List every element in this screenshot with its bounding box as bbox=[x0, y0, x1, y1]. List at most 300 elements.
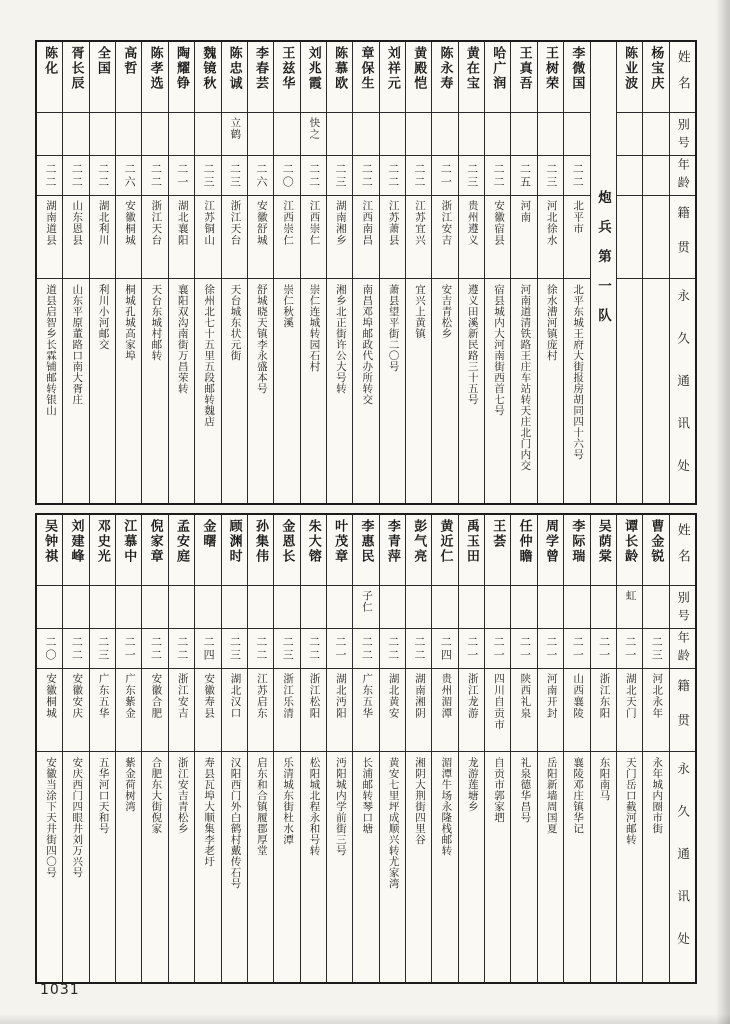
person-column bbox=[247, 42, 273, 503]
person-address: 沔阳城内学前街三号 bbox=[334, 757, 346, 856]
person-column bbox=[115, 42, 141, 503]
person-address: 萧县望平街二〇号 bbox=[387, 284, 399, 372]
person-column bbox=[37, 515, 62, 982]
person-age: 二二 bbox=[406, 156, 431, 196]
person-age: 二二 bbox=[63, 156, 88, 196]
person-age: 二二 bbox=[37, 156, 62, 196]
person-age: 二五 bbox=[511, 156, 536, 196]
person-column bbox=[89, 515, 115, 982]
person-age: 二〇 bbox=[274, 156, 299, 196]
person-name: 高哲 bbox=[116, 42, 141, 113]
person-column bbox=[379, 515, 405, 982]
person-alias bbox=[617, 113, 642, 156]
person-address: 遵义田溪新民路三十五号 bbox=[466, 284, 478, 405]
person-alias bbox=[564, 586, 589, 629]
person-column bbox=[194, 42, 220, 503]
person-column bbox=[484, 515, 510, 982]
person-age: 二三 bbox=[274, 629, 299, 669]
person-alias bbox=[406, 113, 431, 156]
person-native-place: 山西襄陵 bbox=[564, 669, 589, 752]
person-column bbox=[326, 42, 352, 503]
person-age: 二二 bbox=[353, 629, 378, 669]
person-alias bbox=[169, 113, 194, 156]
person-column bbox=[563, 42, 589, 503]
person-native-place: 湖北汉口 bbox=[222, 669, 247, 752]
person-age: 二四 bbox=[195, 629, 220, 669]
person-address: 宜兴上黄镇 bbox=[413, 284, 425, 339]
person-age: 二三 bbox=[459, 156, 484, 196]
person-age: 二二 bbox=[90, 156, 115, 196]
person-age: 二一 bbox=[511, 629, 536, 669]
unit-column bbox=[590, 42, 616, 503]
person-alias bbox=[169, 586, 194, 629]
person-age: 二三 bbox=[643, 629, 668, 669]
person-address: 紫金荷树湾 bbox=[124, 757, 136, 812]
person-name: 王兹华 bbox=[274, 42, 299, 113]
person-name: 吴荫棠 bbox=[591, 515, 616, 586]
person-alias bbox=[564, 113, 589, 156]
person-name: 黄近仁 bbox=[432, 515, 457, 586]
person-age bbox=[643, 156, 668, 196]
person-native-place: 湖北利川 bbox=[90, 196, 115, 279]
person-column bbox=[221, 515, 247, 982]
person-alias bbox=[485, 113, 510, 156]
person-alias bbox=[116, 586, 141, 629]
person-native-place: 安徽合肥 bbox=[142, 669, 167, 752]
person-alias: 立鹤 bbox=[222, 113, 247, 156]
person-column bbox=[458, 42, 484, 503]
register-table-bottom bbox=[35, 513, 697, 984]
person-alias bbox=[432, 113, 457, 156]
person-native-place: 湖北黄安 bbox=[380, 669, 405, 752]
person-alias bbox=[63, 586, 88, 629]
person-column bbox=[141, 515, 167, 982]
person-column bbox=[405, 515, 431, 982]
person-address: 黄安七里坪成顺兴转尤家湾 bbox=[387, 757, 399, 889]
person-column bbox=[326, 515, 352, 982]
person-age: 二一 bbox=[116, 629, 141, 669]
person-native-place: 安徽寿县 bbox=[195, 669, 220, 752]
person-age: 二三 bbox=[222, 156, 247, 196]
person-age: 二二 bbox=[248, 629, 273, 669]
person-native-place: 贵州遵义 bbox=[459, 196, 484, 279]
person-column bbox=[141, 42, 167, 503]
person-address: 北平东城王府大街报房胡同四十六号 bbox=[572, 284, 584, 460]
person-name: 曹金锐 bbox=[643, 515, 668, 586]
person-address: 合肥东大街倪家 bbox=[150, 757, 162, 834]
person-column bbox=[62, 515, 88, 982]
person-native-place bbox=[617, 196, 642, 279]
person-address: 寿县瓦埠大顺集李老圩 bbox=[203, 757, 215, 867]
person-age: 二三 bbox=[222, 629, 247, 669]
person-alias: 子仁 bbox=[353, 586, 378, 629]
person-age: 二二 bbox=[142, 629, 167, 669]
person-column bbox=[352, 42, 378, 503]
person-age: 二一 bbox=[538, 629, 563, 669]
person-native-place: 浙江安吉 bbox=[169, 669, 194, 752]
person-address: 乐清城东街杜水潭 bbox=[282, 757, 294, 845]
scan-bottom-shadow bbox=[0, 1014, 730, 1024]
person-name: 刘建峰 bbox=[63, 515, 88, 586]
person-address: 利川小河邮交 bbox=[97, 284, 109, 350]
person-name: 金曙 bbox=[195, 515, 220, 586]
person-column bbox=[300, 515, 326, 982]
person-native-place: 河北永年 bbox=[643, 669, 668, 752]
person-alias bbox=[37, 113, 62, 156]
person-alias bbox=[274, 586, 299, 629]
person-native-place: 安徽桐城 bbox=[37, 669, 62, 752]
person-age: 二二 bbox=[564, 156, 589, 196]
person-alias bbox=[63, 113, 88, 156]
person-name: 胥长辰 bbox=[63, 42, 88, 113]
person-address: 安徽当涂下天井街四〇号 bbox=[44, 757, 56, 878]
header-alias-label: 别号 bbox=[670, 586, 695, 629]
person-native-place: 浙江天台 bbox=[142, 196, 167, 279]
person-column bbox=[537, 515, 563, 982]
person-column bbox=[510, 515, 536, 982]
person-address: 天台东城村邮转 bbox=[150, 284, 162, 361]
person-native-place: 湖南湘乡 bbox=[327, 196, 352, 279]
person-age: 二一 bbox=[591, 629, 616, 669]
person-name: 王真吾 bbox=[511, 42, 536, 113]
person-alias bbox=[459, 586, 484, 629]
person-name: 彭气亮 bbox=[406, 515, 431, 586]
person-alias bbox=[643, 586, 668, 629]
person-column bbox=[37, 42, 62, 503]
person-address: 安吉青松乡 bbox=[440, 284, 452, 339]
person-column bbox=[221, 42, 247, 503]
person-name: 孙集伟 bbox=[248, 515, 273, 586]
person-alias bbox=[380, 586, 405, 629]
person-age: 二六 bbox=[116, 156, 141, 196]
person-alias bbox=[248, 113, 273, 156]
person-name: 黄在宝 bbox=[459, 42, 484, 113]
person-address: 龙游莲塘乡 bbox=[466, 757, 478, 812]
person-alias bbox=[538, 586, 563, 629]
person-native-place: 江苏启东 bbox=[248, 669, 273, 752]
person-age: 二二 bbox=[301, 629, 326, 669]
header-place-label: 籍贯 bbox=[670, 196, 695, 279]
person-name: 陈孝选 bbox=[142, 42, 167, 113]
header-alias-label: 别号 bbox=[670, 113, 695, 156]
person-age: 二二 bbox=[142, 156, 167, 196]
person-native-place: 湖南湘阴 bbox=[406, 669, 431, 752]
person-column bbox=[590, 515, 616, 982]
person-name: 刘兆霞 bbox=[301, 42, 326, 113]
person-age: 二二 bbox=[485, 156, 510, 196]
person-address: 天门岳口截河邮转 bbox=[624, 757, 636, 845]
person-name: 李微国 bbox=[564, 42, 589, 113]
person-column bbox=[89, 42, 115, 503]
person-native-place: 浙江松阳 bbox=[301, 669, 326, 752]
person-native-place: 江苏萧县 bbox=[380, 196, 405, 279]
person-address: 天台城东状元街 bbox=[229, 284, 241, 361]
person-alias bbox=[511, 113, 536, 156]
person-alias bbox=[538, 113, 563, 156]
person-column bbox=[537, 42, 563, 503]
person-address: 汉阳西门外白鹤村戴传石号 bbox=[229, 757, 241, 889]
person-alias bbox=[116, 113, 141, 156]
person-alias bbox=[380, 113, 405, 156]
person-column bbox=[563, 515, 589, 982]
person-alias bbox=[248, 586, 273, 629]
header-name-label: 姓名 bbox=[670, 515, 695, 586]
person-address: 五华河口天和号 bbox=[97, 757, 109, 834]
person-name: 金恩长 bbox=[274, 515, 299, 586]
header-age-label: 年龄 bbox=[670, 629, 695, 669]
person-age: 二二 bbox=[380, 629, 405, 669]
person-age: 二〇 bbox=[37, 629, 62, 669]
person-native-place: 湖北天门 bbox=[617, 669, 642, 752]
person-name: 朱大镕 bbox=[301, 515, 326, 586]
page-number: 1031 bbox=[40, 982, 80, 998]
person-address: 长浦邮转琴口塘 bbox=[361, 757, 373, 834]
person-age: 二三 bbox=[195, 156, 220, 196]
person-age: 二三 bbox=[327, 156, 352, 196]
person-column bbox=[642, 515, 668, 982]
person-address: 道县启智乡长霖铺邮转银山 bbox=[44, 284, 56, 416]
person-address: 崇仁连城转园石村 bbox=[308, 284, 320, 372]
person-native-place: 安徽宿县 bbox=[485, 196, 510, 279]
person-name: 全国 bbox=[90, 42, 115, 113]
header-column bbox=[669, 42, 695, 503]
person-column bbox=[431, 515, 457, 982]
header-column bbox=[669, 515, 695, 982]
person-name: 李青萍 bbox=[380, 515, 405, 586]
person-address: 湘阴大荆街四里谷 bbox=[413, 757, 425, 845]
person-column bbox=[168, 42, 194, 503]
person-column bbox=[300, 42, 326, 503]
person-alias bbox=[274, 113, 299, 156]
person-column bbox=[431, 42, 457, 503]
person-native-place: 河北徐水 bbox=[538, 196, 563, 279]
person-address: 襄陵邓庄镇华记 bbox=[572, 757, 584, 834]
person-age: 二四 bbox=[432, 629, 457, 669]
person-native-place: 贵州湄潭 bbox=[432, 669, 457, 752]
header-place-label: 籍贯 bbox=[670, 669, 695, 752]
person-alias bbox=[485, 586, 510, 629]
person-native-place: 广东五华 bbox=[353, 669, 378, 752]
person-native-place: 湖南道县 bbox=[37, 196, 62, 279]
person-address: 自贡市郭家垇 bbox=[493, 757, 505, 823]
person-native-place: 四川自贡市 bbox=[485, 669, 510, 752]
person-name: 王荟 bbox=[485, 515, 510, 586]
unit-label: 炮兵第一队 bbox=[596, 190, 611, 338]
person-name: 李春芸 bbox=[248, 42, 273, 113]
header-name-label: 姓名 bbox=[670, 42, 695, 113]
person-address: 宿县城内大河南街西首七号 bbox=[493, 284, 505, 416]
person-name: 周学曾 bbox=[538, 515, 563, 586]
person-name: 陈永寿 bbox=[432, 42, 457, 113]
person-age: 二二 bbox=[380, 156, 405, 196]
person-alias bbox=[142, 586, 167, 629]
person-native-place: 浙江安吉 bbox=[432, 196, 457, 279]
person-address: 山东平原董路口南大胥庄 bbox=[71, 284, 83, 405]
person-column bbox=[273, 515, 299, 982]
person-name: 孟安庭 bbox=[169, 515, 194, 586]
person-address: 河南道清铁路王庄车站转天庄北门内交 bbox=[519, 284, 531, 471]
person-alias bbox=[327, 586, 352, 629]
person-name: 陈业波 bbox=[617, 42, 642, 113]
person-address: 徐水漕河镇庞村 bbox=[545, 284, 557, 361]
person-address bbox=[643, 279, 668, 503]
person-alias bbox=[643, 113, 668, 156]
person-name: 刘祥元 bbox=[380, 42, 405, 113]
person-alias bbox=[511, 586, 536, 629]
person-column bbox=[194, 515, 220, 982]
person-column bbox=[484, 42, 510, 503]
person-address: 湘乡北正街许公大号转 bbox=[334, 284, 346, 394]
person-name: 禹玉田 bbox=[459, 515, 484, 586]
person-age: 二一 bbox=[485, 629, 510, 669]
person-native-place: 浙江东阳 bbox=[591, 669, 616, 752]
person-name: 魏镜秋 bbox=[195, 42, 220, 113]
person-age: 二一 bbox=[169, 156, 194, 196]
person-name: 哈广润 bbox=[485, 42, 510, 113]
person-age: 二二 bbox=[353, 156, 378, 196]
person-native-place: 江西南昌 bbox=[353, 196, 378, 279]
person-native-place: 北平市 bbox=[564, 196, 589, 279]
person-name: 黄殿恺 bbox=[406, 42, 431, 113]
person-address: 永年城内圈市街 bbox=[651, 757, 663, 834]
person-address: 南昌邓埠邮政代办所转交 bbox=[361, 284, 373, 405]
person-name: 倪家章 bbox=[142, 515, 167, 586]
person-address: 襄阳双沟南街万昌荣转 bbox=[176, 284, 188, 394]
person-name: 陈忠诚 bbox=[222, 42, 247, 113]
person-name: 李际瑞 bbox=[564, 515, 589, 586]
person-native-place: 江苏宜兴 bbox=[406, 196, 431, 279]
person-column bbox=[168, 515, 194, 982]
person-column bbox=[405, 42, 431, 503]
person-alias bbox=[591, 586, 616, 629]
person-column bbox=[273, 42, 299, 503]
person-age: 二二 bbox=[406, 629, 431, 669]
person-name: 陈化 bbox=[37, 42, 62, 113]
person-age: 二一 bbox=[617, 629, 642, 669]
person-age: 二一 bbox=[432, 156, 457, 196]
person-alias: 虹 bbox=[617, 586, 642, 629]
person-native-place: 湖北襄阳 bbox=[169, 196, 194, 279]
person-age: 二一 bbox=[459, 629, 484, 669]
person-column bbox=[616, 42, 642, 503]
person-alias bbox=[406, 586, 431, 629]
person-name: 王树荣 bbox=[538, 42, 563, 113]
person-column bbox=[458, 515, 484, 982]
person-column bbox=[352, 515, 378, 982]
person-column bbox=[115, 515, 141, 982]
person-alias bbox=[90, 113, 115, 156]
person-column bbox=[247, 515, 273, 982]
person-address: 浙江安吉青松乡 bbox=[176, 757, 188, 834]
person-name: 江慕中 bbox=[116, 515, 141, 586]
person-name: 邓史光 bbox=[90, 515, 115, 586]
register-table-top bbox=[35, 40, 697, 505]
person-address: 崇仁秋溪 bbox=[282, 284, 294, 328]
person-alias bbox=[195, 113, 220, 156]
person-age: 二一 bbox=[564, 629, 589, 669]
person-name: 叶茂章 bbox=[327, 515, 352, 586]
person-native-place: 江苏铜山 bbox=[195, 196, 220, 279]
person-age: 二三 bbox=[90, 629, 115, 669]
person-name: 任仲瞻 bbox=[511, 515, 536, 586]
person-native-place: 广东五华 bbox=[90, 669, 115, 752]
person-alias bbox=[222, 586, 247, 629]
header-age-label: 年龄 bbox=[670, 156, 695, 196]
person-alias bbox=[459, 113, 484, 156]
person-native-place: 山东恩县 bbox=[63, 196, 88, 279]
person-native-place: 陕西礼泉 bbox=[511, 669, 536, 752]
person-name: 吴钟祺 bbox=[37, 515, 62, 586]
person-native-place: 广东紫金 bbox=[116, 669, 141, 752]
person-age: 二二 bbox=[301, 156, 326, 196]
header-address-label: 永久通讯处 bbox=[675, 289, 690, 502]
person-native-place bbox=[643, 196, 668, 279]
person-name: 陈慕欧 bbox=[327, 42, 352, 113]
person-native-place: 河南 bbox=[511, 196, 536, 279]
person-native-place: 浙江乐清 bbox=[274, 669, 299, 752]
person-address: 舒城晓天镇李永盛本号 bbox=[255, 284, 267, 394]
person-column bbox=[616, 515, 642, 982]
person-alias bbox=[37, 586, 62, 629]
person-address: 桐城孔城高家埠 bbox=[124, 284, 136, 361]
person-alias bbox=[90, 586, 115, 629]
person-name: 章保生 bbox=[353, 42, 378, 113]
person-native-place: 安徽安庆 bbox=[63, 669, 88, 752]
person-alias bbox=[432, 586, 457, 629]
person-native-place: 安徽桐城 bbox=[116, 196, 141, 279]
person-native-place: 浙江天台 bbox=[222, 196, 247, 279]
person-alias bbox=[353, 113, 378, 156]
person-address: 湄潭牛场永隆栈邮转 bbox=[440, 757, 452, 856]
person-native-place: 江西崇仁 bbox=[274, 196, 299, 279]
person-name: 李惠民 bbox=[353, 515, 378, 586]
person-address: 岳阳新墙周国夏 bbox=[545, 757, 557, 834]
person-column bbox=[642, 42, 668, 503]
person-name: 谭长龄 bbox=[617, 515, 642, 586]
person-age: 二六 bbox=[248, 156, 273, 196]
person-name: 陶耀铮 bbox=[169, 42, 194, 113]
person-address: 礼泉德华昌号 bbox=[519, 757, 531, 823]
person-age: 二三 bbox=[538, 156, 563, 196]
person-column bbox=[510, 42, 536, 503]
person-native-place: 湖北沔阳 bbox=[327, 669, 352, 752]
person-address: 安庆西门四眼井刘万兴号 bbox=[71, 757, 83, 878]
person-address: 东阳南马 bbox=[598, 757, 610, 801]
header-address-label: 永久通讯处 bbox=[675, 762, 690, 975]
person-alias bbox=[195, 586, 220, 629]
scan-edge-shadow bbox=[716, 0, 730, 1024]
person-native-place: 安徽舒城 bbox=[248, 196, 273, 279]
person-native-place: 浙江龙游 bbox=[459, 669, 484, 752]
person-address: 松阳城北程永和号转 bbox=[308, 757, 320, 856]
person-name: 杨宝庆 bbox=[643, 42, 668, 113]
person-address: 徐州北七十五里五段邮转魏店 bbox=[203, 284, 215, 427]
person-age: 二二 bbox=[63, 629, 88, 669]
person-native-place: 江西崇仁 bbox=[301, 196, 326, 279]
person-age bbox=[617, 156, 642, 196]
person-age: 二二 bbox=[169, 629, 194, 669]
person-native-place: 河南开封 bbox=[538, 669, 563, 752]
person-alias bbox=[327, 113, 352, 156]
person-alias bbox=[142, 113, 167, 156]
person-alias bbox=[301, 586, 326, 629]
person-alias: 快之 bbox=[301, 113, 326, 156]
person-age: 二一 bbox=[327, 629, 352, 669]
person-address bbox=[617, 279, 642, 503]
person-column bbox=[62, 42, 88, 503]
person-column bbox=[379, 42, 405, 503]
person-name: 顾渊时 bbox=[222, 515, 247, 586]
